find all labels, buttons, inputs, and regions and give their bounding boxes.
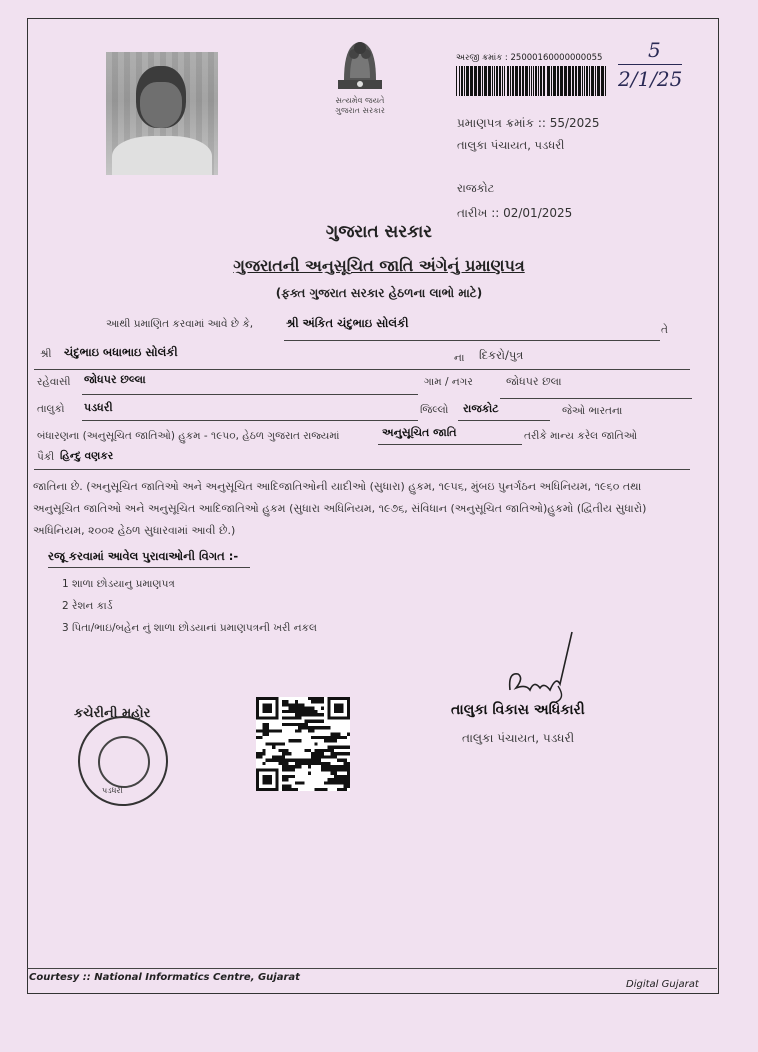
- paragraph-line-1: જાતિના છે. (અનુસૂચિત જાતિઓ અને અનુસૂચિત આદિજાતિઓની યાદીઓ (સુધારા) હુકમ, ૧૯૫૬, મુંબઇ પુનર્ગઠન અધિનિયમ, ૧૯૬૦ તથા: [33, 480, 642, 493]
- certificate-subtitle: (ફક્ત ગુજરાત સરકાર હેઠળના લાભો માટે): [275, 286, 483, 300]
- emblem-caption-2: ગુજરાત સરકાર: [335, 106, 385, 115]
- evidence-heading: રજૂ કરવામાં આવેલ પુરાવાઓની વિગત :-: [48, 549, 250, 568]
- handwritten-number: 5: [648, 38, 661, 62]
- paragraph-line-2: અનુસૂચિત જાતિઓ અને અનુસૂચિત આદિજાતિઓ હુકમ (સુધારા અધિનિયમ, ૧૯૭૬, સંવિધાન (અનુસૂચિત જાતિઓ)હુકમો (દ્વિતીય સુધારો): [33, 502, 647, 515]
- applicant-name: શ્રી અંકિત ચંદુભાઇ સોલંકી: [286, 316, 409, 330]
- certificate-title: ગુજરાતની અનુસૂચિત જાતિ અંગેનું પ્રમાણપત્ર: [233, 256, 525, 275]
- ashoka-emblem-icon: [330, 32, 390, 92]
- paragraph-line-3: અધિનિયમ, ૨૦૦૨ હેઠળ સુધારવામાં આવી છે.): [33, 524, 236, 537]
- handwritten-date: 2/1/25: [618, 64, 682, 91]
- applicant-photo: [106, 52, 218, 175]
- caste-value: હિન્દુ વણકર: [60, 450, 114, 462]
- certify-label: આથી પ્રમાણિત કરવામાં આવે છે કે,: [106, 318, 254, 330]
- district-label: જિલ્લો: [420, 404, 449, 416]
- legal-paragraph: [33, 476, 683, 542]
- issuing-district: રાજકોટ: [457, 181, 495, 195]
- na-label: ના: [454, 352, 465, 364]
- signatory-office: તાલુકા પંચાયત, પડધરી: [462, 731, 575, 745]
- bharat-label: જેઓ ભારતના: [562, 405, 623, 417]
- te-label: તે: [661, 324, 668, 336]
- relation-value: દિકરો/પુત્ર: [479, 348, 524, 362]
- taluka-value: પડધરી: [84, 401, 113, 414]
- seal-text: કચેરીની મહોર: [74, 706, 151, 721]
- application-number: અરજી ક્રમાંક : 25000160000000055: [456, 53, 603, 63]
- resident-value: જોધપર છલ્લા: [84, 373, 146, 386]
- barcode: [456, 66, 608, 96]
- certificate-date: તારીખ :: 02/01/2025: [457, 206, 573, 220]
- evidence-item: 3 પિતા/ભાઇ/બહેન નું શાળા છોડયાનાં પ્રમાણપત્રની ખરી નકલ: [62, 622, 317, 634]
- constitution-label: બંધારણના (અનુસૂચિત જાતિઓ) હુકમ - ૧૯૫૦, હેઠળ ગુજરાત રાજ્યમાં: [37, 430, 340, 442]
- resident-label: રહેવાસી: [37, 376, 71, 388]
- village-label: ગામ / નગર: [424, 376, 473, 388]
- recognized-label: તરીકે માન્ય કરેલ જાતિઓ: [524, 430, 638, 442]
- seal-inner-text: પડધરી: [102, 786, 123, 795]
- issuing-office: તાલુકા પંચાયત, પડધરી: [457, 138, 565, 152]
- state-emblem: [326, 32, 394, 122]
- district-value: રાજકોટ: [463, 402, 499, 415]
- signatory-designation: તાલુકા વિકાસ અધિકારી: [451, 702, 585, 718]
- paiki-label: પૈકી: [37, 451, 55, 463]
- officer-signature: [500, 628, 590, 708]
- village-value: જોધપર છલા: [506, 375, 562, 388]
- footer-courtesy: Courtesy :: National Informatics Centre, Gujarat: [29, 972, 300, 983]
- emblem-caption-1: સત્યમેવ જયતે: [335, 96, 385, 105]
- qr-code: [256, 697, 350, 791]
- footer-brand: Digital Gujarat: [626, 979, 699, 990]
- parent-name: ચંદુભાઇ બધાભાઇ સોલંકી: [64, 345, 178, 359]
- shri-label: શ્રી: [40, 348, 52, 360]
- evidence-item: 2 રેશન કાર્ડ: [62, 600, 113, 612]
- certificate-number: પ્રમાણપત્ર ક્રમાંક :: 55/2025: [457, 116, 600, 130]
- category-value: અનુસૂચિત જાતિ: [382, 426, 457, 439]
- evidence-item: 1 શાળા છોડયાનુ પ્રમાણપત્ર: [62, 578, 175, 590]
- taluka-label: તાલુકો: [37, 403, 65, 415]
- government-title: ગુજરાત સરકાર: [325, 222, 433, 242]
- office-seal: [74, 706, 168, 806]
